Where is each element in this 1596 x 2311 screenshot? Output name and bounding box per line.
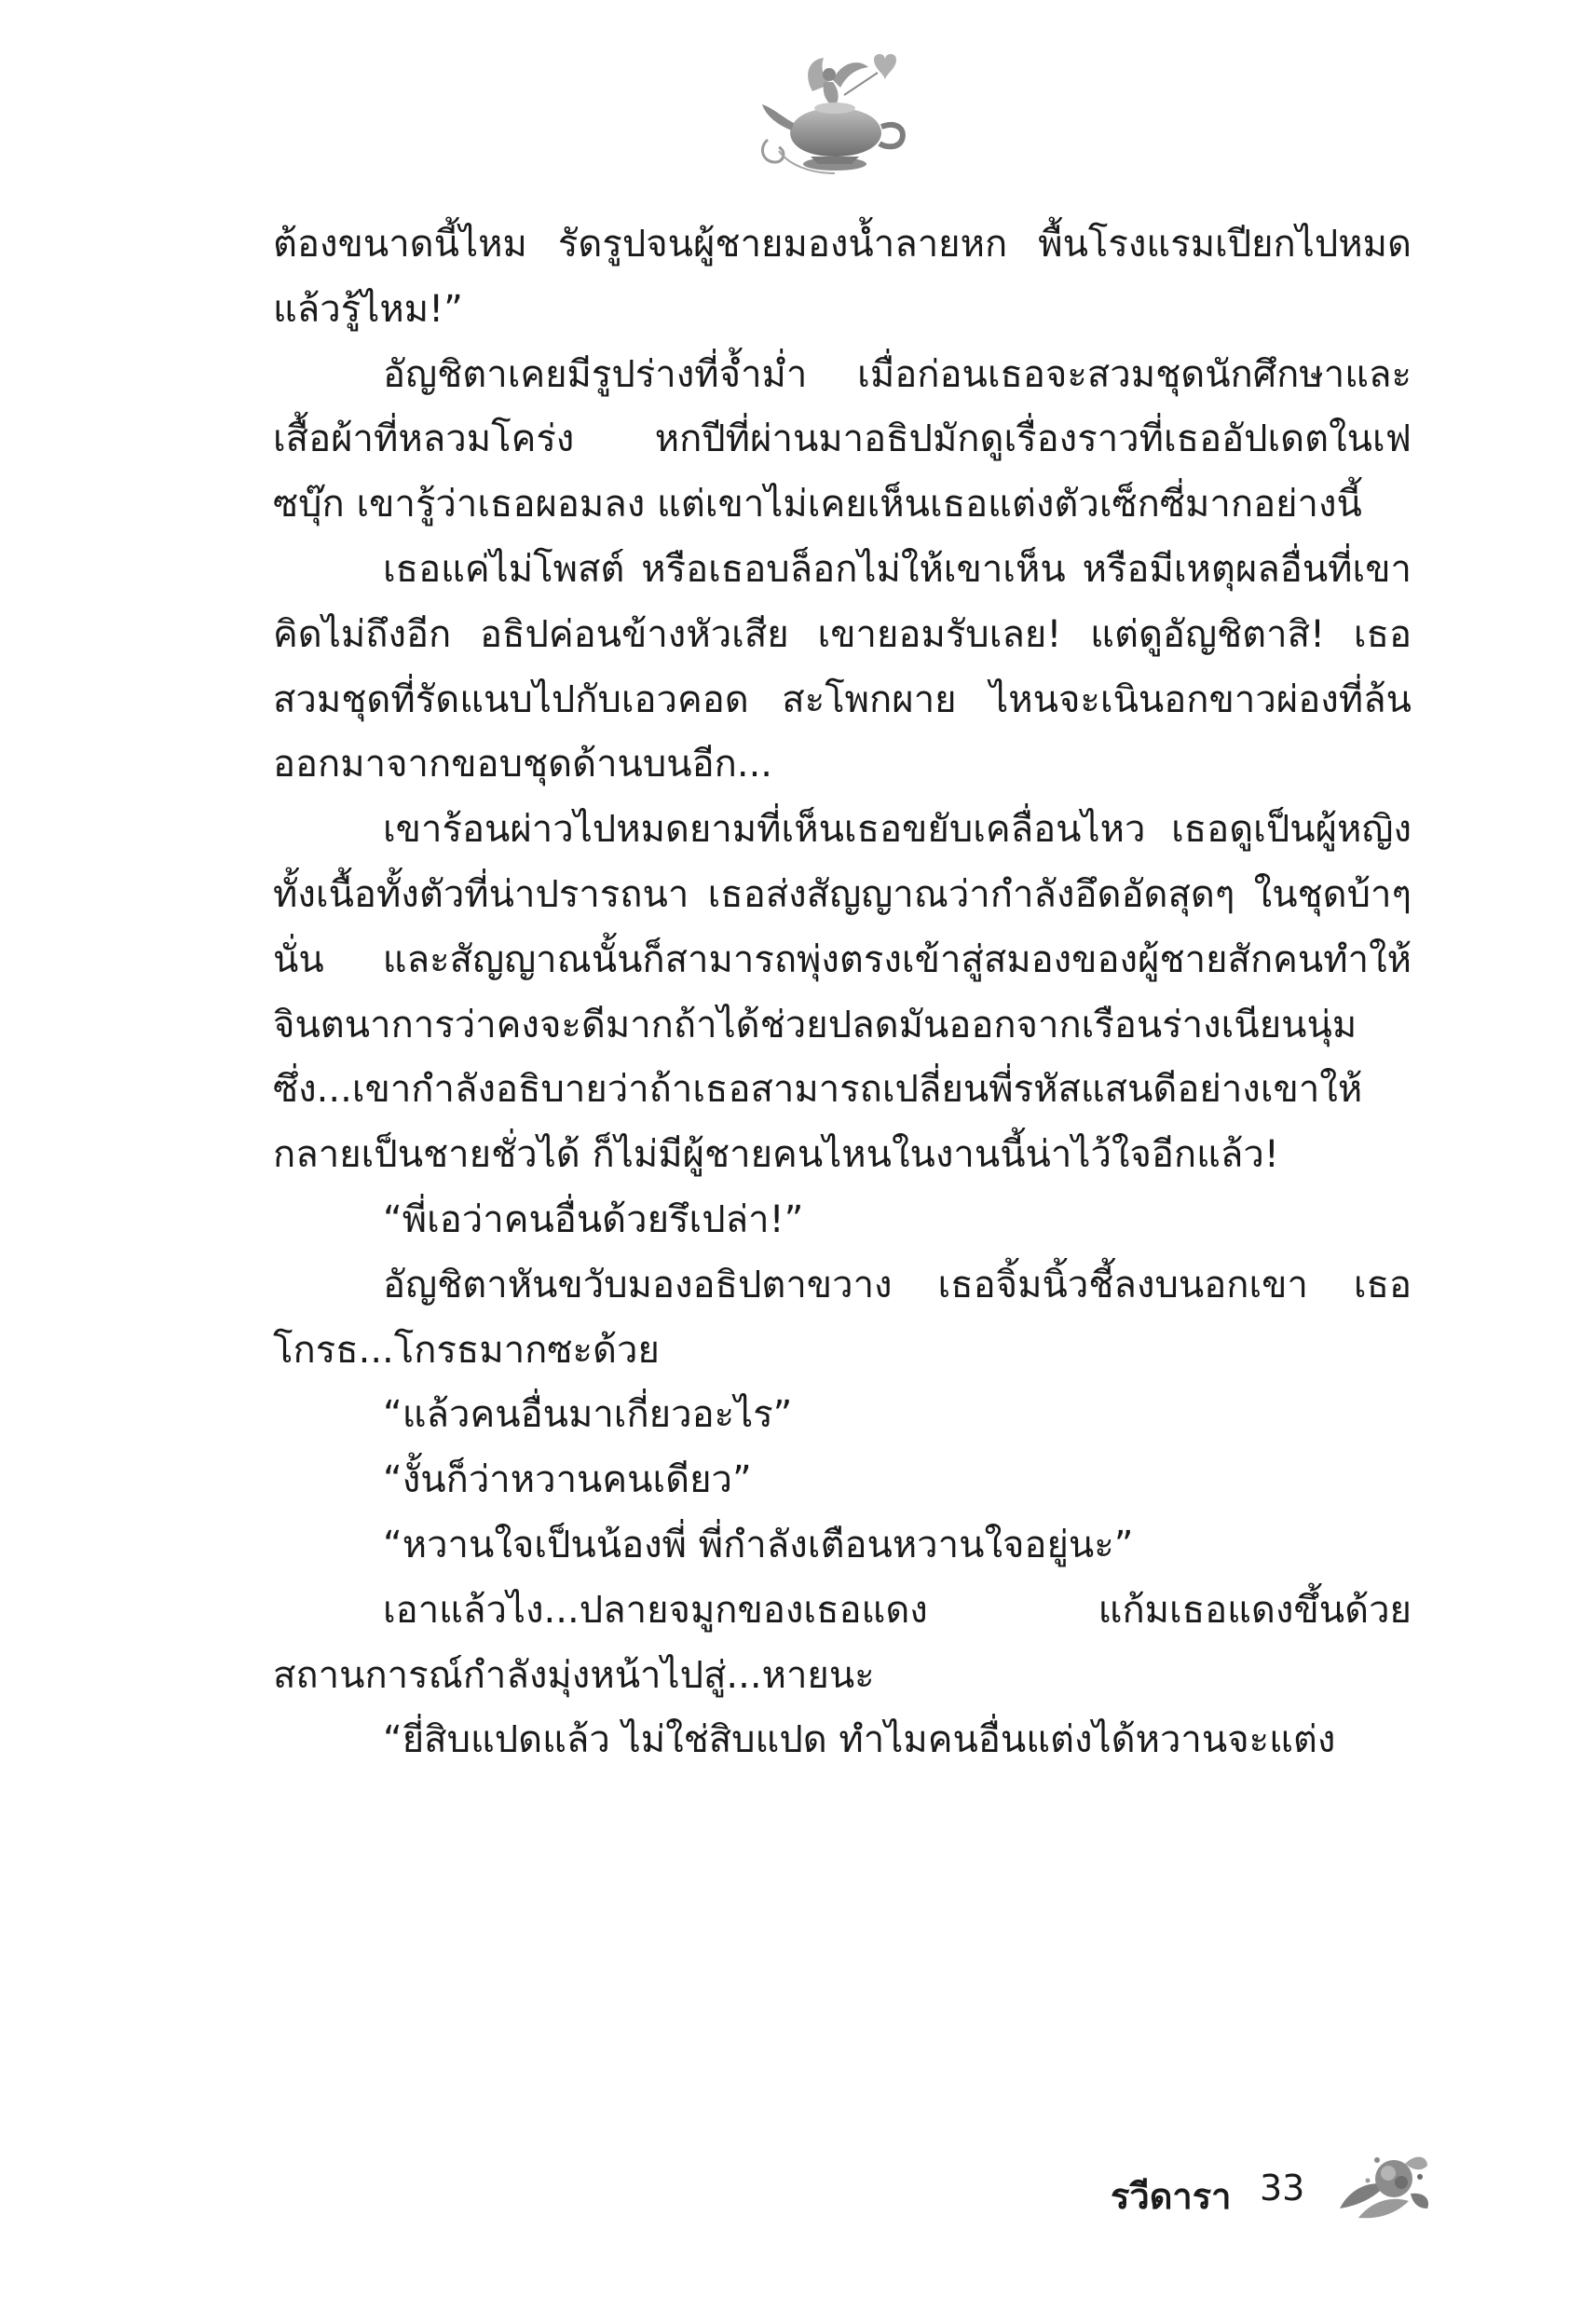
paragraph: อัญชิตาเคยมีรูปร่างที่จ้ำม่ำ เมื่อก่อนเธอจะสวมชุดนักศึกษาและเสื้อผ้าที่หลวมโคร่ง หกปีที่ผ่านมาอธิปมักดูเรื่องราวที่เธออัปเดตในเฟซบุ๊ก เขารู้ว่าเธอผอมลง แต่เขาไม่เคยเห็นเธอแต่งตัวเซ็กซี่มากอย่างนี้ <box>273 352 1412 526</box>
paragraph: อัญชิตาหันขวับมองอธิปตาขวาง เธอจิ้มนิ้วชี้ลงบนอกเขา เธอโกรธ...โกรธมากซะด้วย <box>273 1263 1412 1372</box>
page-number: 33 <box>1260 2167 1305 2208</box>
running-title: รวีดารา <box>1111 2176 1232 2217</box>
cupid-teapot-icon <box>755 47 913 186</box>
paragraph: “หวานใจเป็นน้องพี่ พี่กำลังเตือนหวานใจอยู่นะ” <box>383 1523 1134 1566</box>
paragraph: “พี่เอว่าคนอื่นด้วยรึเปล่า!” <box>383 1197 804 1241</box>
paragraph: เอาแล้วไง...ปลายจมูกของเธอแดง แก้มเธอแดงขึ้นด้วยสถานการณ์กำลังมุ่งหน้าไปสู่...หายนะ <box>273 1588 1412 1697</box>
paragraph: “งั้นก็ว่าหวานคนเดียว” <box>383 1458 752 1502</box>
paragraph: เธอแค่ไม่โพสต์ หรือเธอบล็อกไม่ให้เขาเห็น หรือมีเหตุผลอื่นที่เขาคิดไม่ถึงอีก อธิปค่อนข้างหัวเสีย เขายอมรับเลย! แต่ดูอัญชิตาสิ! เธอสวมชุดที่รัดแนบไปกับเอวคอด สะโพกผาย ไหนจะเนินอกขาวผ่องที่ล้นออกมาจากขอบชุดด้านบนอีก... <box>273 547 1412 786</box>
paragraph: เขาร้อนผ่าวไปหมดยามที่เห็นเธอขยับเคลื่อนไหว เธอดูเป็นผู้หญิงทั้งเนื้อทั้งตัวที่น่าปรารถนา เธอส่งสัญญาณว่ากำลังอึดอัดสุดๆ ในชุดบ้าๆ นั่น และสัญญาณนั้นก็สามารถพุ่งตรงเข้าสู่สมองของผู้ชายสักคนทำให้จินตนาการว่าคงจะดีมากถ้าได้ช่วยปลดมันออกจากเรือนร่างเนียนนุ่ม ซึ่ง...เขากำลังอธิบายว่าถ้าเธอสามารถเปลี่ยนพี่รหัสแสนดีอย่างเขาให้กลายเป็นชายชั่วได้ ก็ไม่มีผู้ชายคนไหนในงานนี้น่าไว้ใจอีกแล้ว! <box>273 808 1412 1177</box>
flower-icon <box>1330 2143 1433 2227</box>
paragraph: “แล้วคนอื่นมาเกี่ยวอะไร” <box>383 1393 793 1437</box>
text-body <box>273 212 1412 1773</box>
page-footer <box>1034 2143 1444 2246</box>
paragraph: “ยี่สิบแปดแล้ว ไม่ใช่สิบแปด ทำไมคนอื่นแต่งได้หวานจะแต่ง <box>383 1718 1336 1762</box>
paragraph: ต้องขนาดนี้ไหม รัดรูปจนผู้ชายมองน้ำลายหก พื้นโรงแรมเปียกไปหมดแล้วรู้ไหม!” <box>273 223 1412 331</box>
